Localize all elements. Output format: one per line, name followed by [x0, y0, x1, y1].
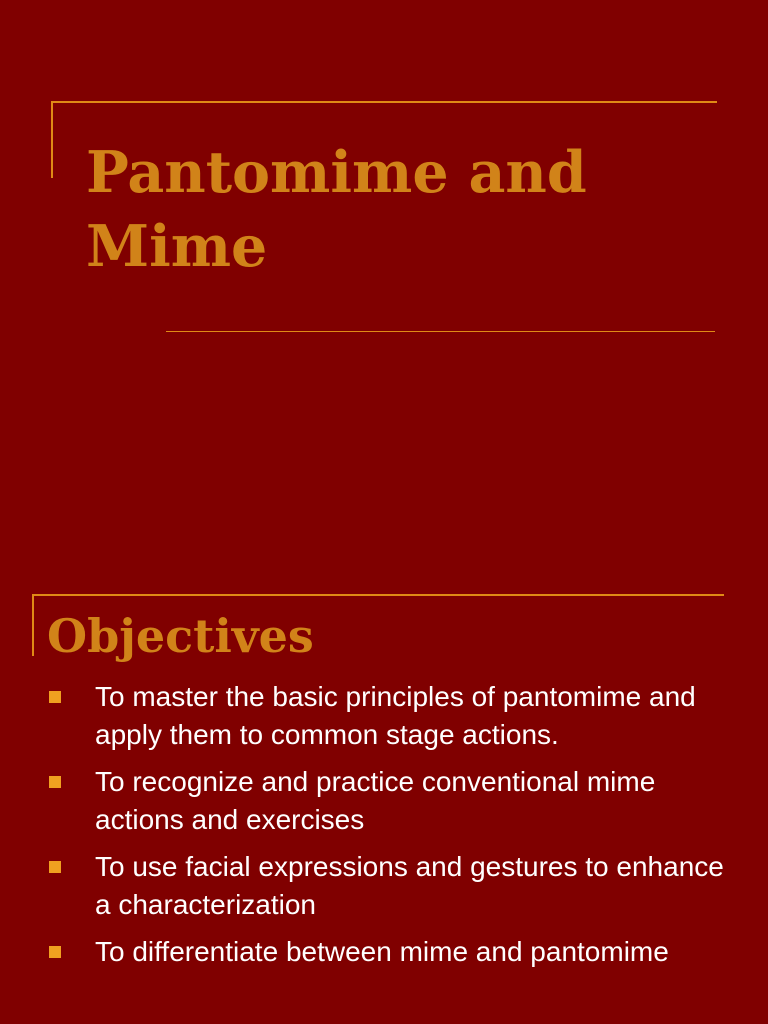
- list-item: [0, 678, 735, 754]
- frame-rule-top: [32, 594, 724, 596]
- slide-title-heading: Pantomime and Mime: [86, 139, 587, 280]
- frame-rule-left: [32, 594, 34, 656]
- square-bullet-icon: [49, 691, 61, 703]
- bullet-text: To use facial expressions and gestures to enhance a characterization: [95, 851, 724, 920]
- frame-rule-left: [51, 101, 53, 178]
- frame-rule-top: [51, 101, 717, 103]
- list-item: [0, 933, 735, 971]
- list-item: [0, 848, 735, 924]
- square-bullet-icon: [49, 861, 61, 873]
- slide-objectives: [0, 512, 768, 1024]
- list-item: [0, 763, 735, 839]
- bullet-text: To master the basic principles of pantomime and apply them to common stage actions.: [95, 681, 696, 750]
- objectives-heading: Objectives: [47, 609, 314, 663]
- square-bullet-icon: [49, 946, 61, 958]
- bullet-text: To differentiate between mime and pantomime: [95, 936, 669, 967]
- title-underline-rule: [166, 331, 715, 332]
- bullet-text: To recognize and practice conventional mime actions and exercises: [95, 766, 656, 835]
- square-bullet-icon: [49, 776, 61, 788]
- objectives-list: [0, 678, 768, 980]
